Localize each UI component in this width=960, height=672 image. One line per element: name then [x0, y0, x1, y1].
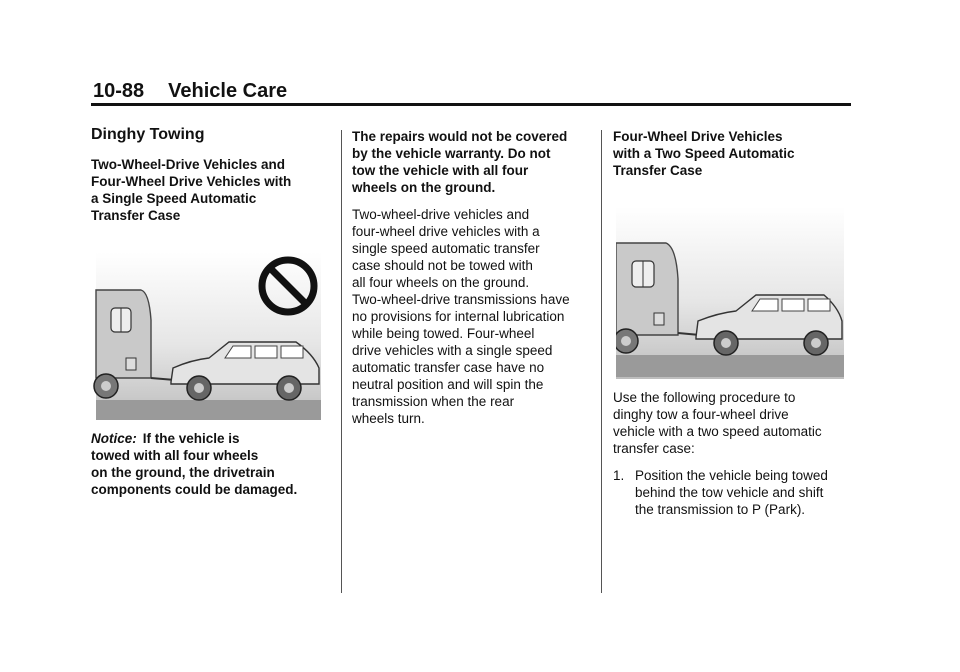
body-line: transfer case: — [613, 441, 695, 456]
body-line: Two-wheel-drive transmissions have — [352, 292, 570, 307]
body-paragraph — [352, 206, 592, 427]
subheading-line: Two-Wheel-Drive Vehicles and — [91, 157, 286, 172]
step-text — [635, 467, 828, 518]
body-line: single speed automatic transfer — [352, 241, 540, 256]
warranty-warning — [352, 128, 592, 196]
subheading-line: Four-Wheel Drive Vehicles with — [91, 174, 292, 189]
dinghy-towing-illustration — [616, 207, 844, 379]
subheading-line: a Single Speed Automatic — [91, 191, 257, 206]
subheading-line: Four-Wheel Drive Vehicles — [613, 129, 783, 144]
body-line: Two-wheel-drive vehicles and — [352, 207, 530, 222]
notice-label: Notice: — [91, 431, 137, 446]
body-line: neutral position and will spin the — [352, 377, 544, 392]
body-line: automatic transfer case have no — [352, 360, 545, 375]
subheading-line: with a Two Speed Automatic — [613, 146, 795, 161]
body-line: dinghy tow a four-wheel drive — [613, 407, 789, 422]
section-title: Dinghy Towing — [91, 126, 205, 143]
subheading — [613, 128, 853, 179]
notice-line: on the ground, the drivetrain — [91, 465, 275, 480]
body-line: wheels turn. — [352, 411, 425, 426]
step-line: behind the tow vehicle and shift — [635, 485, 824, 500]
warning-line: by the vehicle warranty. Do not — [352, 146, 551, 161]
page-number: 10-88 — [93, 80, 145, 102]
body-line: vehicle with a two speed automatic — [613, 424, 822, 439]
subheading-line: Transfer Case — [613, 163, 703, 178]
subheading — [91, 156, 331, 224]
notice-line: towed with all four wheels — [91, 448, 259, 463]
body-line: four-wheel drive vehicles with a — [352, 224, 540, 239]
notice-line: If the vehicle is — [142, 431, 240, 446]
notice — [91, 430, 331, 447]
dinghy-towing-prohibited-illustration — [91, 250, 321, 420]
column-divider — [601, 130, 602, 593]
step-line: the transmission to P (Park). — [635, 502, 806, 517]
body-line: transmission when the rear — [352, 394, 515, 409]
column-3 — [613, 128, 853, 518]
warning-line: wheels on the ground. — [352, 180, 496, 195]
step-number: 1. — [613, 468, 625, 483]
page-header — [93, 80, 287, 103]
column-2 — [352, 128, 592, 427]
notice-line: components could be damaged. — [91, 482, 298, 497]
procedure-intro — [613, 389, 853, 457]
procedure-steps — [613, 467, 853, 518]
subheading-line: Transfer Case — [91, 208, 181, 223]
column-1 — [91, 126, 331, 498]
section-name: Vehicle Care — [168, 80, 288, 102]
body-line: case should not be towed with — [352, 258, 533, 273]
step-item — [613, 467, 853, 518]
body-line: Use the following procedure to — [613, 390, 796, 405]
column-divider — [341, 130, 342, 593]
warning-line: tow the vehicle with all four — [352, 163, 529, 178]
body-line: while being towed. Four-wheel — [352, 326, 535, 341]
step-line: Position the vehicle being towed — [635, 468, 828, 483]
body-line: drive vehicles with a single speed — [352, 343, 553, 358]
body-line: all four wheels on the ground. — [352, 275, 530, 290]
warning-line: The repairs would not be covered — [352, 129, 568, 144]
body-line: no provisions for internal lubrication — [352, 309, 565, 324]
header-rule — [91, 103, 851, 106]
